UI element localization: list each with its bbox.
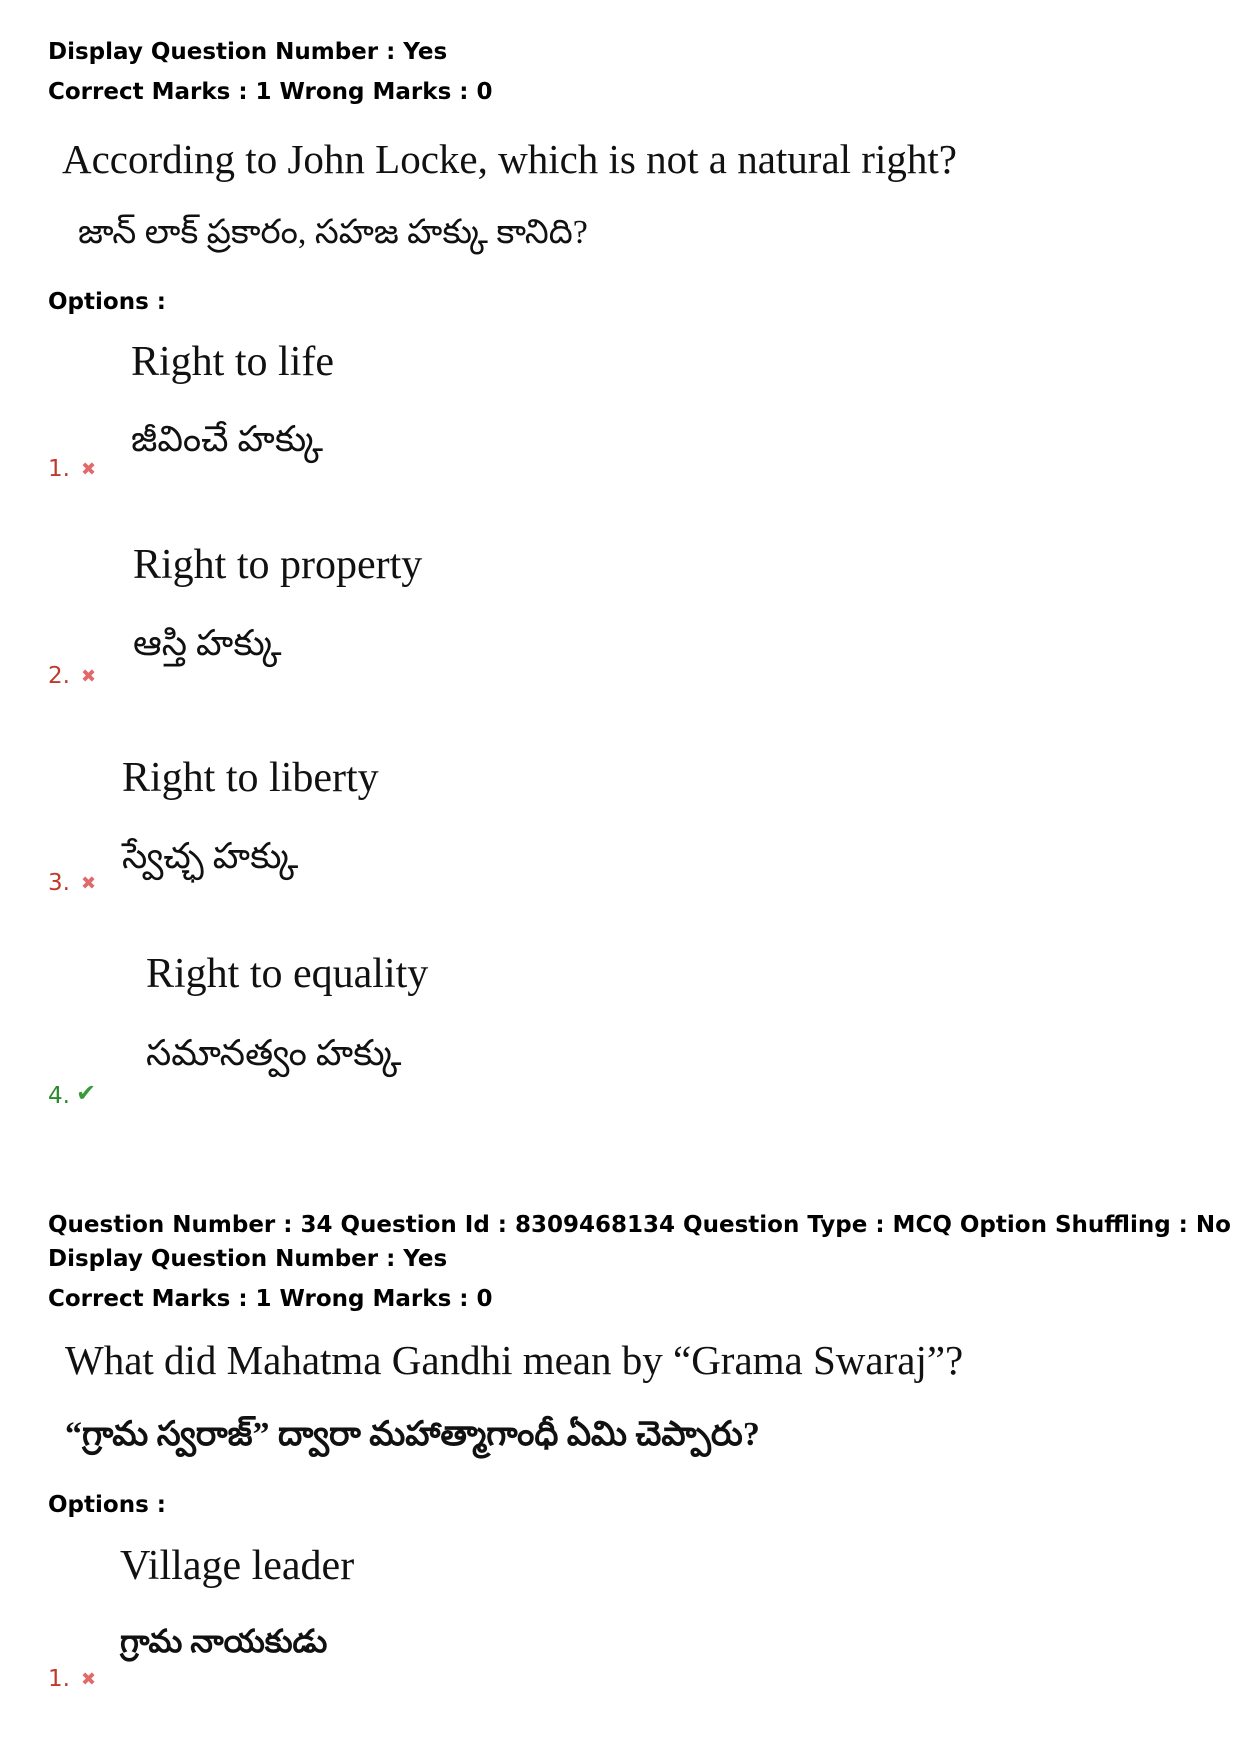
question-text-english: According to John Locke, which is not a natural right? <box>62 136 957 182</box>
option-1[interactable] <box>48 1666 97 1692</box>
options-label: Options : <box>48 289 166 315</box>
option-4-telugu: సమానత్వం హక్కు <box>146 1033 402 1073</box>
option-number: 1. <box>48 1666 70 1692</box>
marks-info: Correct Marks : 1 Wrong Marks : 0 <box>48 79 493 105</box>
option-1-telugu: గ్రామ నాయకుడు <box>120 1623 328 1659</box>
option-1-telugu: జీవించే హక్కు <box>131 419 324 459</box>
question-text-telugu: “గ్రామ స్వరాజ్” ద్వారా మహాత్మాగాంధీ ఏమి చెప్పారు? <box>65 1416 760 1453</box>
option-number: 3. <box>48 870 70 896</box>
marks-info: Correct Marks : 1 Wrong Marks : 0 <box>48 1286 493 1312</box>
question-text-telugu: జాన్ లాక్ ప్రకారం, సహజ హక్కు కానిది? <box>78 214 588 251</box>
option-3[interactable] <box>48 870 97 896</box>
option-2[interactable] <box>48 663 97 689</box>
display-question-number: Display Question Number : Yes <box>48 1246 448 1272</box>
options-label: Options : <box>48 1492 166 1518</box>
question-header: Question Number : 34 Question Id : 8309468134 Question Type : MCQ Option Shuffling : No <box>48 1212 1231 1238</box>
option-4[interactable] <box>48 1079 97 1109</box>
option-1-english: Village leader <box>120 1543 355 1589</box>
question-text-english: What did Mahatma Gandhi mean by “Grama Swaraj”? <box>65 1337 964 1383</box>
wrong-mark-icon: ✖ <box>81 1669 97 1690</box>
correct-mark-icon: ✔ <box>76 1079 97 1107</box>
wrong-mark-icon: ✖ <box>81 666 97 687</box>
option-number: 4. <box>48 1083 70 1109</box>
option-2-english: Right to property <box>133 542 423 588</box>
option-1-english: Right to life <box>131 339 334 385</box>
option-number: 1. <box>48 456 70 482</box>
option-1[interactable] <box>48 456 97 482</box>
wrong-mark-icon: ✖ <box>81 459 97 480</box>
option-4-english: Right to equality <box>146 951 429 997</box>
display-question-number: Display Question Number : Yes <box>48 39 448 65</box>
option-2-telugu: ఆస్తి హక్కు <box>133 623 282 663</box>
wrong-mark-icon: ✖ <box>81 873 97 894</box>
option-number: 2. <box>48 663 70 689</box>
option-3-english: Right to liberty <box>122 755 379 801</box>
option-3-telugu: స్వేచ్ఛ హక్కు <box>122 836 299 876</box>
